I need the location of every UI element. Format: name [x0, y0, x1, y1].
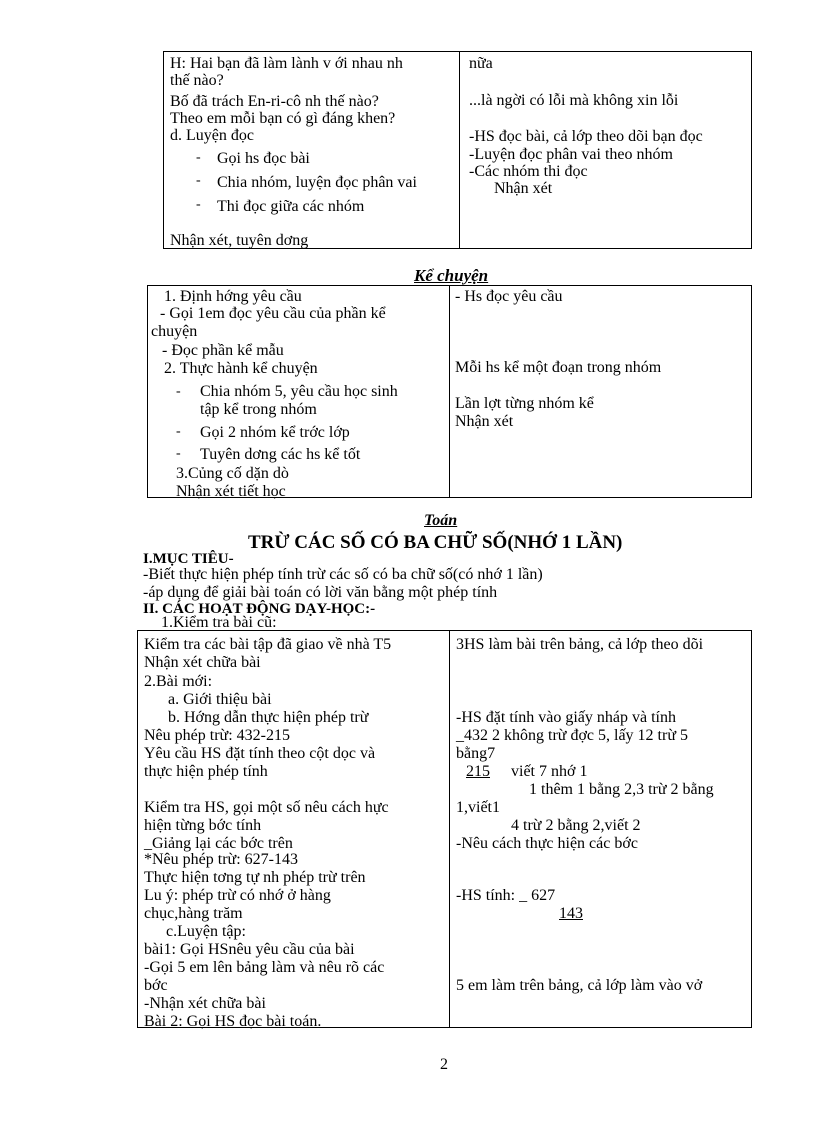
column-divider: [449, 631, 450, 1027]
right-line: 4 trừ 2 bằng 2,viết 2: [511, 817, 641, 834]
bullet-dash: -: [176, 446, 181, 461]
left-line: - Gọi 1em đọc yêu cầu của phần kể: [160, 305, 386, 322]
left-line: Gọi 2 nhóm kể trớc lớp: [200, 424, 350, 441]
left-line: Nhận xét chữa bài: [144, 654, 261, 671]
right-line: viết 7 nhớ 1: [511, 763, 588, 780]
subtrahend: 143: [559, 905, 583, 922]
left-line: *Nêu phép trừ: 627-143: [144, 851, 298, 868]
left-line: Nhận xét tiết học: [176, 483, 286, 500]
page-number: 2: [440, 1056, 448, 1073]
left-line: thực hiện phép tính: [144, 763, 268, 780]
left-line: H: Hai bạn đã làm lành v ới nhau nh: [170, 55, 403, 72]
right-line: bằng7: [456, 745, 496, 762]
right-line: Nhận xét: [494, 180, 553, 197]
left-line: 3.Củng cố dặn dò: [176, 465, 289, 482]
left-line: thế nào?: [170, 72, 224, 89]
right-line: ...là ngời có lỗi mà không xin lỗi: [469, 92, 679, 109]
section-kiem-tra: 1.Kiểm tra bài cũ:: [161, 614, 277, 631]
left-line: c.Luyện tập:: [166, 923, 246, 940]
right-line: nữa: [469, 55, 493, 72]
left-line: Bố đã trách En-ri-cô nh thế nào?: [170, 93, 379, 110]
left-line: - Đọc phần kể mẫu: [162, 342, 284, 359]
left-line: Chia nhóm 5, yêu cầu học sinh: [200, 383, 398, 400]
left-line: 1. Định hớng yêu cầu: [164, 288, 302, 305]
bullet-dash: -: [196, 197, 201, 212]
left-line: chục,hàng trăm: [144, 905, 243, 922]
right-line: Nhận xét: [455, 413, 514, 430]
left-line: Nhận xét, tuyên dơng: [170, 232, 309, 249]
right-line: -HS đọc bài, cả lớp theo dõi bạn đọc: [469, 128, 703, 145]
storytelling-table: [147, 285, 752, 498]
subject-heading: Toán: [424, 512, 458, 529]
left-line: Nêu phép trừ: 432-215: [144, 727, 290, 744]
left-line: -Gọi 5 em lên bảng làm và nêu rõ các: [144, 959, 385, 976]
left-line: Chia nhóm, luyện đọc phân vai: [217, 174, 417, 191]
section-hoat-dong: II. CÁC HOẠT ĐỘNG DẠY-HỌC:-: [143, 601, 376, 617]
left-line: a. Giới thiệu bài: [168, 691, 272, 708]
column-divider: [459, 52, 460, 248]
left-line: Thực hiện tơng tự nh phép trừ trên: [144, 869, 366, 886]
bullet-dash: -: [176, 384, 181, 399]
left-line: Lu ý: phép trừ có nhớ ở hàng: [144, 887, 331, 904]
right-line: -Các nhóm thi đọc: [469, 163, 588, 180]
left-line: b. Hớng dẫn thực hiện phép trừ: [168, 709, 369, 726]
right-line: -Luyện đọc phân vai theo nhóm: [469, 146, 673, 163]
right-line: 1 thêm 1 bằng 2,3 trừ 2 bằng: [529, 781, 714, 798]
left-line: 2.Bài mới:: [144, 673, 213, 690]
left-line: Kiểm tra HS, gọi một số nêu cách hực: [144, 799, 389, 816]
bullet-dash: -: [176, 424, 181, 439]
left-line: Bài 2: Gọi HS đọc bài toán.: [144, 1013, 322, 1030]
bullet-dash: -: [196, 150, 201, 165]
left-line: d. Luyện đọc: [170, 127, 254, 144]
right-line: 3HS làm bài trên bảng, cả lớp theo dõi: [456, 636, 704, 653]
left-line: Kiểm tra các bài tập đã giao về nhà T5: [144, 636, 392, 653]
left-line: Yêu cầu HS đặt tính theo cột dọc và: [144, 745, 376, 762]
left-line: chuyện: [151, 323, 198, 340]
right-line: Lần lợt từng nhóm kể: [455, 395, 594, 412]
left-line: -Nhận xét chữa bài: [144, 995, 266, 1012]
left-line: tập kể trong nhóm: [200, 401, 317, 418]
left-line: bài1: Gọi HSnêu yêu cầu của bài: [144, 941, 355, 958]
left-line: 2. Thực hành kể chuyện: [164, 360, 318, 377]
left-line: Tuyên dơng các hs kể tốt: [200, 446, 361, 463]
right-line: -HS đặt tính vào giấy nháp và tính: [456, 709, 676, 726]
left-line: Theo em mỗi bạn có gì đáng khen?: [170, 110, 396, 127]
left-line: bớc: [144, 977, 168, 994]
ke-chuyen-heading: Kể chuyện: [414, 266, 489, 285]
lesson-title: TRỪ CÁC SỐ CÓ BA CHỮ SỐ(NHỚ 1 LẦN): [248, 532, 623, 553]
column-divider: [449, 286, 450, 497]
section-muc-tieu: I.MỤC TIÊU-: [143, 551, 234, 567]
goal-line: -áp dụng để giải bài toán có lời văn bằng một phép tính: [143, 584, 498, 601]
left-line: Thi đọc giữa các nhóm: [217, 198, 365, 215]
bullet-dash: -: [196, 173, 201, 188]
right-line: -Nêu cách thực hiện các bớc: [456, 835, 638, 852]
left-line: _Giảng lại các bớc trên: [144, 835, 293, 852]
right-line: -HS tính: _ 627: [456, 887, 556, 904]
goal-line: -Biết thực hiện phép tính trừ các số có ba chữ số(có nhớ 1 lần): [143, 566, 543, 583]
right-line: - Hs đọc yêu cầu: [455, 288, 563, 305]
right-line: Mỗi hs kể một đoạn trong nhóm: [455, 359, 662, 376]
left-line: Gọi hs đọc bài: [217, 150, 310, 167]
subtrahend: 215: [466, 763, 490, 780]
right-line: _432 2 không trừ đợc 5, lấy 12 trừ 5: [456, 727, 688, 744]
right-line: 5 em làm trên bảng, cả lớp làm vào vở: [456, 977, 703, 994]
left-line: hiện từng bớc tính: [144, 817, 262, 834]
math-activity-table: [137, 630, 752, 1028]
right-line: 1,viết1: [456, 799, 500, 816]
reading-activity-table: [163, 51, 752, 249]
